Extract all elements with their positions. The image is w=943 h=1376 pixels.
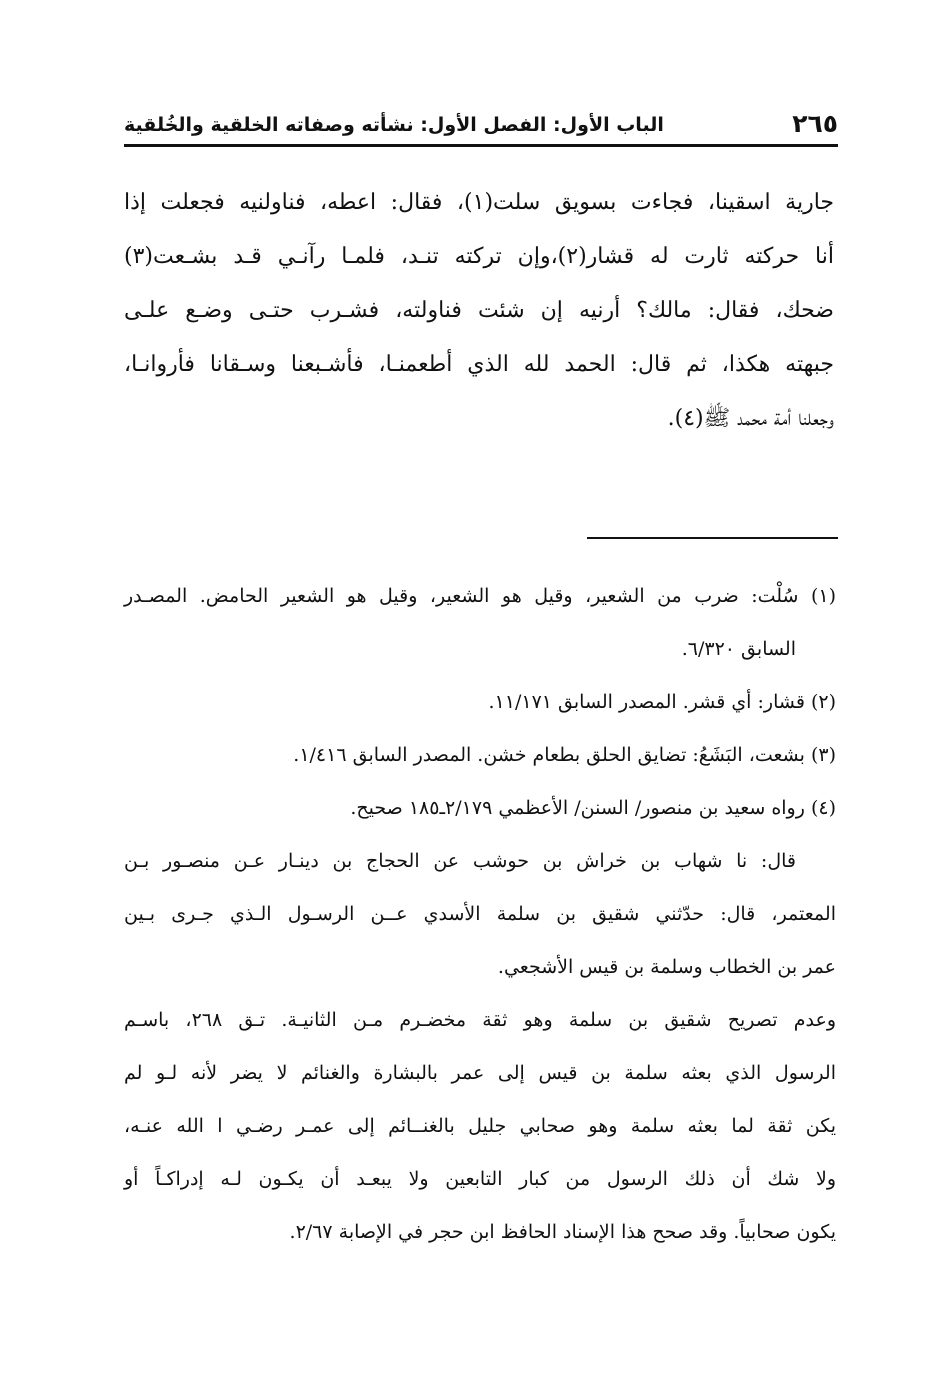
footnote-4-detail: المعتمر، قال: حدّثني شقيق بن سلمة الأسدي عــن الرسـول الـذي جـرى بـين xyxy=(124,903,836,925)
footnote-2: (٢) قشار: أي قشر. المصدر السابق ١١/١٧١. xyxy=(488,691,836,713)
footnote-4-detail: عمر بن الخطاب وسلمة بن قيس الأشجعي. xyxy=(497,956,836,978)
footnote-separator xyxy=(587,537,838,539)
footnote-1: (١) سُلْت: ضرب من الشعير، وقيل هو الشعير، وقيل هو الشعير الحامض. المصـدر xyxy=(124,585,836,607)
body-line: جارية اسقينا، فجاءت بسويق سلت(١)، فقال: اعطه، فناولنيه فجعلت إذا xyxy=(124,190,834,215)
footnote-4-detail: الرسول الذي بعثه سلمة بن قيس إلى عمر بالبشارة والغنائم لا يضر لأنه لـو لم xyxy=(124,1062,836,1084)
footnote-4-detail: يكن ثقة لما بعثه سلمة وهو صحابي جليل بالغنــائم إلى عمـر رضـي ا الله عنـه، xyxy=(124,1115,836,1137)
running-header xyxy=(124,105,838,145)
footnote-4: (٤) رواه سعيد بن منصور/ السنن/ الأعظمي ٢/١٧٩ـ١٨٥ صحيح. xyxy=(350,797,836,819)
footnote-3: (٣) بشعت، البَشَعُ: تضايق الحلق بطعام خشن. المصدر السابق ١/٤١٦. xyxy=(293,744,836,766)
footnote-4-detail: قال: نا شهاب بن خراش بن حوشب عن الحجاج بن دينـار عـن منصـور بـن xyxy=(124,850,796,872)
footnote-4-detail: يكون صحابياً. وقد صحح هذا الإسناد الحافظ ابن حجر في الإصابة ٢/٦٧. xyxy=(289,1221,836,1243)
footnote-4-detail: وعدم تصريح شقيق بن سلمة وهو ثقة مخضـرم مـن الثانيـة. تـق ٢٦٨، باسـم xyxy=(124,1009,836,1031)
body-line: جبهته هكذا، ثم قال: الحمد لله الذي أطعمنـا، فأشـبعنا وسـقانا فأروانـا، xyxy=(124,352,834,377)
main-text xyxy=(124,176,834,446)
body-line: أنا حركته ثارت له قشار(٢)،وإن تركته تنـد، فلمـا رآنـي قـد بشـعت(٣) xyxy=(124,244,834,269)
page-number: ٢٦٥ xyxy=(792,109,838,138)
header-rule xyxy=(124,144,838,147)
footnotes xyxy=(124,570,836,1259)
footnote-4-detail: ولا شك أن ذلك الرسول من كبار التابعين ولا يبعـد أن يكـون لـه إدراكـاً أو xyxy=(124,1168,836,1190)
chapter-title: الباب الأول: الفصل الأول: نشأته وصفاته الخلقية والخُلقية xyxy=(124,114,664,136)
footnote-1-continued: السابق ٦/٣٢٠. xyxy=(681,638,796,660)
body-line: وجعلنا أمة محمد ﷺ(٤). xyxy=(667,406,834,431)
body-line: ضحك، فقال: مالك؟ أرنيه إن شئت فناولته، فشـرب حتـى وضـع علـى xyxy=(124,298,834,323)
